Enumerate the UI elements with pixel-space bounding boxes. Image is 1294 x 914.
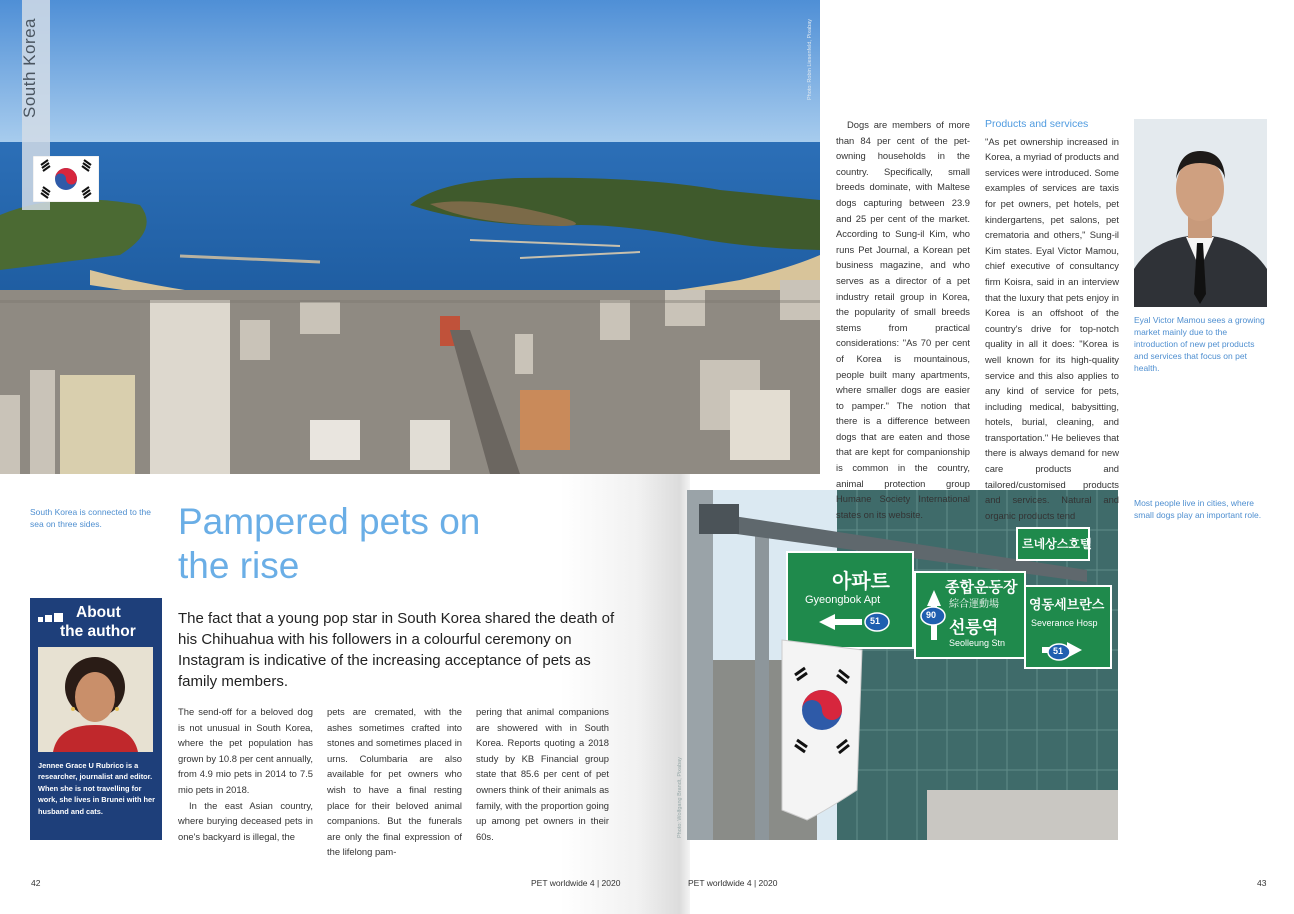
author-photo: [38, 647, 153, 752]
page-title: [178, 500, 558, 588]
route-shield-label: 51: [1053, 646, 1064, 656]
sign-photo-credit: Photo: Wolfgang Brandt, Pixabay: [677, 757, 683, 838]
page-number-right: 43: [1257, 878, 1267, 888]
route-shield-label: 90: [926, 610, 937, 620]
title-line-2: the rise: [178, 545, 300, 586]
sign-left-english: Gyeongbok Apt: [805, 594, 881, 606]
author-box-title: [30, 602, 162, 642]
author-title-line-1: About: [76, 604, 121, 621]
body-column-3: [476, 704, 609, 844]
author-title-line-2: the author: [60, 623, 136, 640]
coast-city-photo: [0, 0, 820, 474]
section-label: South Korea: [20, 17, 39, 118]
sign-mid-korean: 종합운동장: [945, 579, 1018, 596]
sign-right-english: Severance Hosp: [1031, 618, 1098, 628]
sign-mid-station: 선릉역: [949, 618, 999, 637]
portrait-photo: [1134, 119, 1267, 307]
title-line-1: Pampered pets on: [178, 501, 481, 542]
coast-photo-credit: Photo: Robin Liesenfeld, Pixabay: [807, 18, 813, 100]
street-sign-photo: [687, 490, 1118, 840]
spread-gutter: [560, 474, 690, 914]
author-bio: Jennee Grace U Rubrico is a researcher, journalist and editor. When she is not travelling for work, she lives in Brunei with her husband and cats.: [38, 761, 156, 816]
body-paragraph: In the east Asian country, where burying deceased pets in one's backyard is illegal, the: [178, 799, 313, 842]
body-paragraph: Dogs are members of more than 84 per cent of the pet-owning households in the country. Specifically, small breeds dominate, with Maltese dogs capturing between 23.9 and 25 per cent of the market. According to Sung-il Kim, who runs Pet Journal, a Korean pet business magazine, and who serves as a director of a pet industry retail group in Korea, the popularity of small breeds stems from practical considerations: "As 70 per cent of Korea is mountainous, people built many apartments, where smaller dogs are easier to pamper." The notion that there is a difference between dogs that are eaten and those that are kept for companionship is common in the country, animal protection group Humane Society International states on its website.: [836, 119, 970, 520]
page-number-left: 42: [31, 878, 41, 888]
body-column-1: [178, 704, 313, 844]
body-column-4: [836, 117, 970, 522]
body-column-5: [985, 117, 1119, 523]
portrait-caption: Eyal Victor Mamou sees a growing market mainly due to the introduction of new pet products and services that focus on pet health.: [1134, 315, 1265, 373]
lead-paragraph: The fact that a young pop star in South Korea shared the death of his Chihuahua with his followers in a colourful ceremony on Instagram is indicative of the increasing acceptance of pets as family members.: [178, 610, 615, 690]
body-paragraph: The send-off for a beloved dog is not unusual in South Korea, where the pet population has grown by 10.8 per cent annually, from 4.9 mio pets in 2014 to 7.5 mio pets in 2018.: [178, 706, 313, 795]
korean-flag-icon: [33, 156, 99, 202]
sign-mid-english: Seolleung Stn: [949, 638, 1006, 648]
subheading: Products and services: [985, 118, 1089, 130]
issue-label-left: PET worldwide 4 | 2020: [531, 878, 621, 888]
coast-caption: South Korea is connected to the sea on three sides.: [30, 507, 151, 529]
sign-left-korean: 아파트: [832, 571, 890, 593]
body-paragraph: "As pet ownership increased in Korea, a myriad of products and services were introduced. Some examples of services are taxis for pet owners, pet hotels, pet kindergartens, pet salons, pet crematoria and others," Sung-il Kim states. Eyal Victor Mamou, chief executive of consultancy firm Koisra, said in an interview that the luxury that pets enjoy in Korea is an offshoot of the country's drive for top-notch quality in all it does: "Korea is well known for its high-quality service and this also applies to any kind of service for pets, including medical, babysitting, hotels, burial, cleaning, and transportation." He believes that there is always demand for new care products and tailored/customised products and services. Natural and organic products tend: [985, 135, 1119, 521]
body-paragraph: pets are cremated, with the ashes sometimes crafted into stones and sometimes placed in urns. Columbaria are also available for pet owners who wish to have a final resting place for their beloved animal companions. But the funerals are only the final expression of the lifelong pam-: [327, 706, 462, 858]
sign-right-korean: 영동세브란스: [1029, 597, 1105, 612]
route-shield-label: 51: [870, 616, 881, 626]
sign-mid-hanja: 綜合運動場: [949, 599, 999, 610]
street-caption: Most people live in cities, where small dogs play an important role.: [1134, 498, 1262, 520]
issue-label-right: PET worldwide 4 | 2020: [688, 878, 778, 888]
body-paragraph: pering that animal companions are showered with in South Korea. Reports quoting a 2018 study by KB Financial group state that 85.6 per cent of pet owners think of their animals as family, with the proportion going up among pet owners in their 60s.: [476, 706, 609, 842]
sign-top-label: 르네상스호텔: [1022, 537, 1092, 551]
body-column-2: [327, 704, 462, 860]
